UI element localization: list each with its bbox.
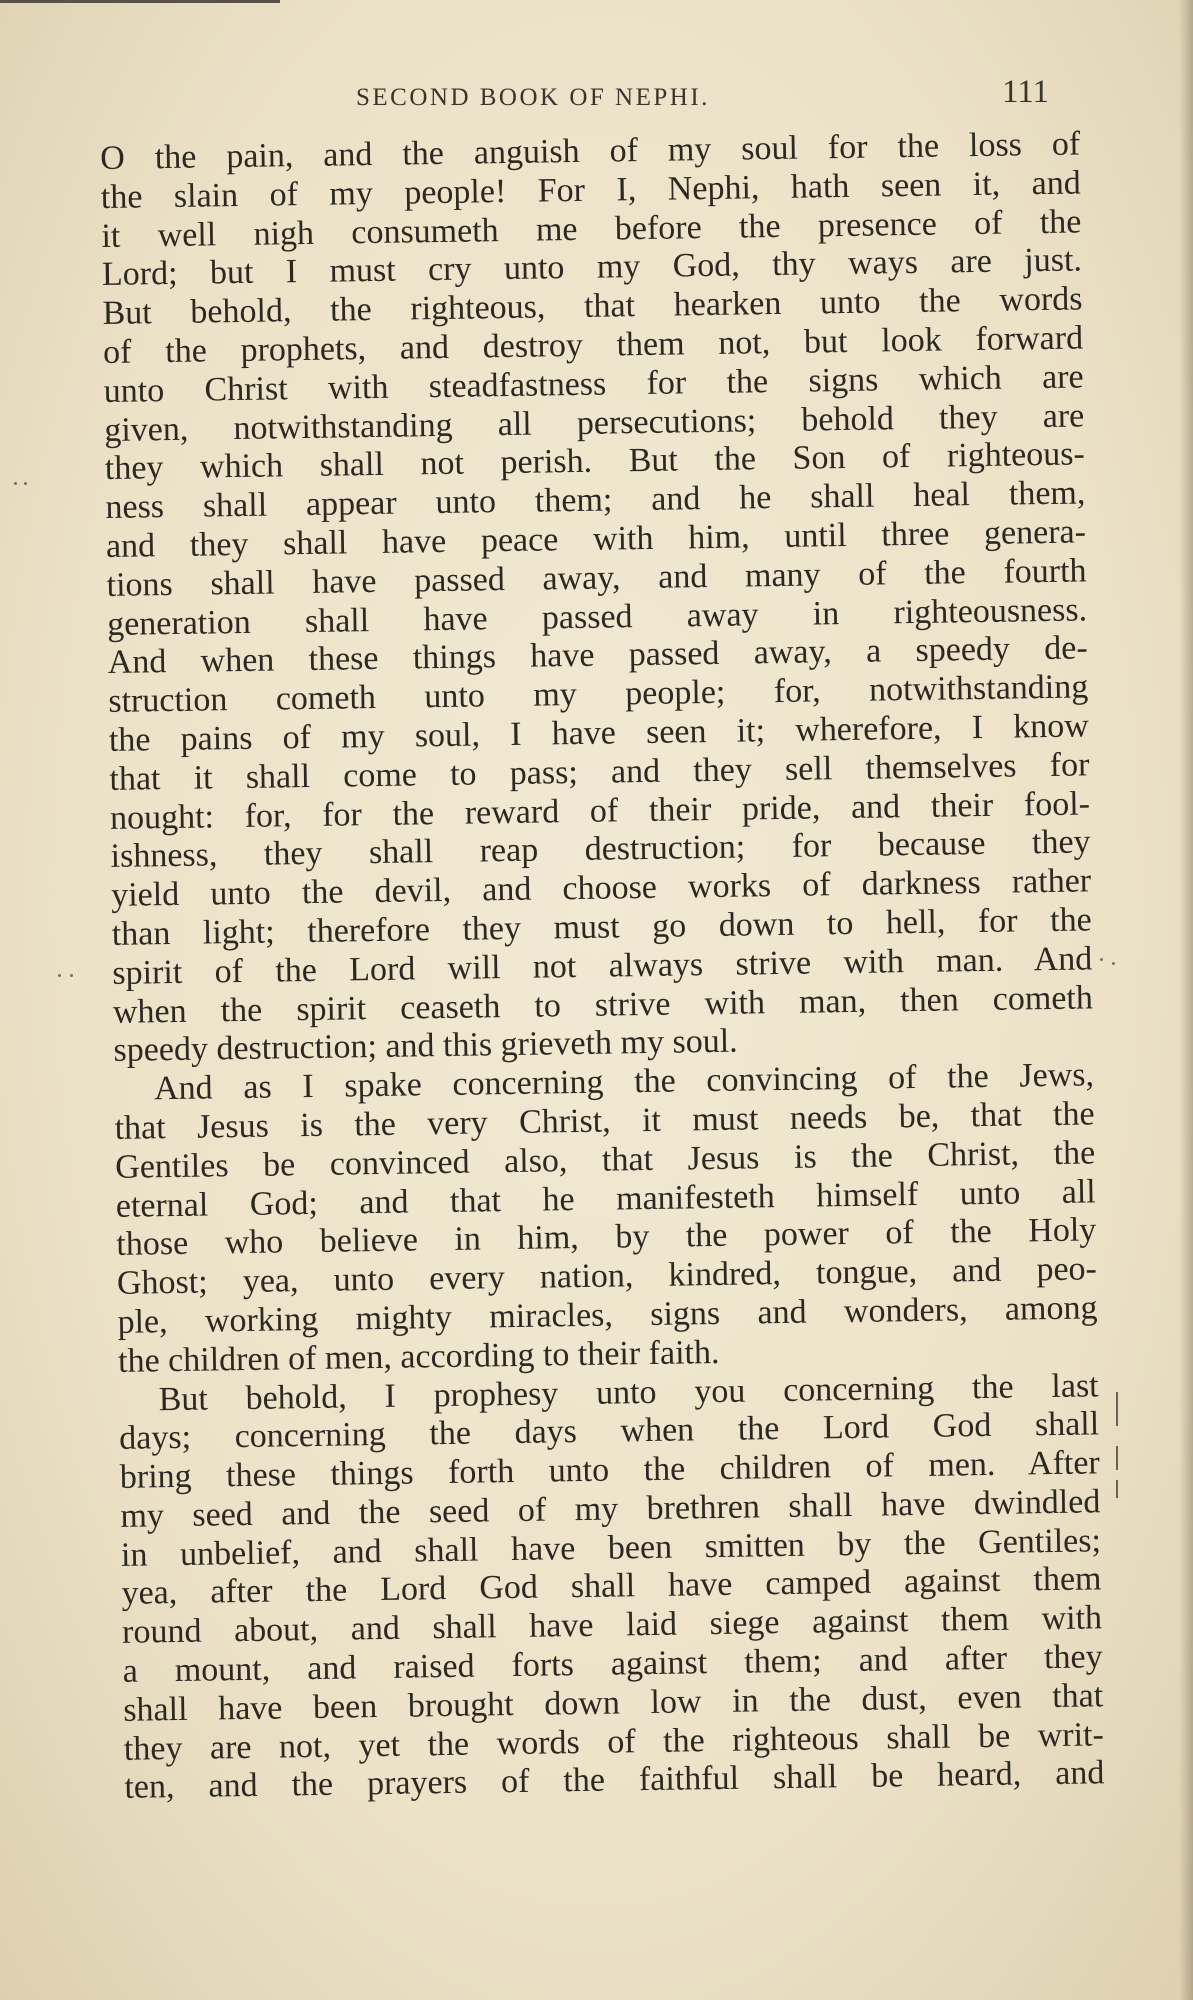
margin-mark bbox=[1116, 1392, 1118, 1426]
text-line: the pains of my soul, I have seen it; wherefore, I know bbox=[108, 707, 1090, 759]
margin-mark bbox=[1116, 1446, 1118, 1470]
paper-speck bbox=[1112, 962, 1115, 965]
text-line: ten, and the prayers of the faithful shall be heard, and bbox=[124, 1754, 1105, 1807]
text-line: the slain of my people! For I, Nephi, hath seen it, and bbox=[100, 164, 1082, 216]
running-header bbox=[100, 74, 1080, 124]
text-line: yield unto the devil, and choose works of darkness rather bbox=[110, 862, 1092, 915]
text-line: in unbelief, and shall have been smitten by the Gentiles; bbox=[120, 1521, 1102, 1574]
text-line: a mount, and raised forts against them; and after they bbox=[122, 1638, 1103, 1690]
text-line: nought: for, for the reward of their pride, and their fool- bbox=[109, 784, 1091, 837]
paragraph bbox=[114, 1056, 1098, 1381]
running-title: SECOND BOOK OF NEPHI. bbox=[356, 84, 710, 111]
paper-speck bbox=[1100, 958, 1103, 961]
text-line: than light; therefore they must go down to hell, for the bbox=[111, 901, 1092, 953]
text-line: bring these things forth unto the children of men. After bbox=[119, 1444, 1101, 1496]
text-line: ple, working mighty miracles, signs and wonders, among bbox=[117, 1289, 1098, 1341]
text-line: days; concerning the days when the Lord God shall bbox=[118, 1405, 1100, 1458]
paper-speck bbox=[58, 974, 61, 977]
text-line: speedy destruction; and this grieveth my soul. bbox=[113, 1022, 738, 1070]
margin-mark bbox=[1116, 1480, 1118, 1498]
text-line: given, notwithstanding all persecutions; behold they are bbox=[104, 397, 1085, 449]
text-line: when the spirit ceaseth to strive with man, then cometh bbox=[112, 978, 1094, 1031]
text-line: it well nigh consumeth me before the presence of the bbox=[101, 203, 1082, 255]
text-line: tions shall have passed away, and many of the fourth bbox=[106, 552, 1087, 604]
paper-speck bbox=[70, 974, 73, 977]
text-line: those who believe in him, by the power of the Holy bbox=[116, 1211, 1097, 1264]
text-line: shall have been brought down low in the dust, even that bbox=[123, 1677, 1104, 1729]
text-line: generation shall have passed away in righteousness. bbox=[106, 590, 1088, 643]
text-line: they are not, yet the words of the righteous shall be writ- bbox=[123, 1715, 1105, 1768]
text-line: ishness, they shall reap destruction; for because they bbox=[110, 823, 1091, 876]
text-line: the children of men, according to their faith. bbox=[117, 1333, 720, 1380]
text-line: Gentiles be convinced also, that Jesus is the Christ, the bbox=[114, 1134, 1096, 1186]
text-line: round about, and shall have laid siege against them with bbox=[121, 1599, 1103, 1652]
page-number: 111 bbox=[1002, 74, 1050, 110]
paper-speck bbox=[14, 482, 17, 485]
text-line: Lord; but I must cry unto my God, thy ways are just. bbox=[101, 241, 1083, 294]
paragraph bbox=[100, 125, 1094, 1071]
text-line: and they shall have peace with him, until three genera- bbox=[105, 513, 1087, 565]
text-line: And as I spake concerning the convincing of the Jews, bbox=[153, 1056, 1095, 1108]
text-line: yea, after the Lord God shall have camped against them bbox=[121, 1560, 1102, 1613]
text-line: struction cometh unto my people; for, notwithstanding bbox=[108, 668, 1089, 721]
text-line: they which shall not perish. But the Son of righteous- bbox=[104, 435, 1086, 488]
text-line: But behold, the righteous, that hearken unto the words bbox=[102, 280, 1083, 333]
text-line: my seed and the seed of my brethren shall have dwindled bbox=[120, 1483, 1101, 1535]
text-line: O the pain, and the anguish of my soul for the loss of bbox=[100, 125, 1081, 177]
text-line: that it shall come to pass; and they sell themselves for bbox=[109, 746, 1090, 798]
text-line: unto Christ with steadfastness for the signs which are bbox=[103, 358, 1084, 410]
text-line: eternal God; and that he manifesteth himself unto all bbox=[115, 1172, 1096, 1225]
paragraph bbox=[118, 1367, 1104, 1808]
page-top-edge bbox=[0, 0, 280, 3]
text-line: spirit of the Lord will not always strive with man. And bbox=[112, 940, 1093, 992]
paper-speck bbox=[24, 482, 27, 485]
text-line: But behold, I prophesy unto you concerning the last bbox=[158, 1366, 1099, 1418]
text-line: And when these things have passed away, a speedy de- bbox=[107, 629, 1088, 682]
text-line: of the prophets, and destroy them not, but look forward bbox=[102, 319, 1084, 371]
text-line: ness shall appear unto them; and he shall heal them, bbox=[105, 474, 1086, 527]
binding-shadow bbox=[1179, 0, 1193, 2000]
body-text bbox=[100, 125, 1105, 1808]
text-line: Ghost; yea, unto every nation, kindred, tongue, and peo- bbox=[116, 1250, 1098, 1302]
text-line: that Jesus is the very Christ, it must needs be, that the bbox=[114, 1095, 1095, 1147]
